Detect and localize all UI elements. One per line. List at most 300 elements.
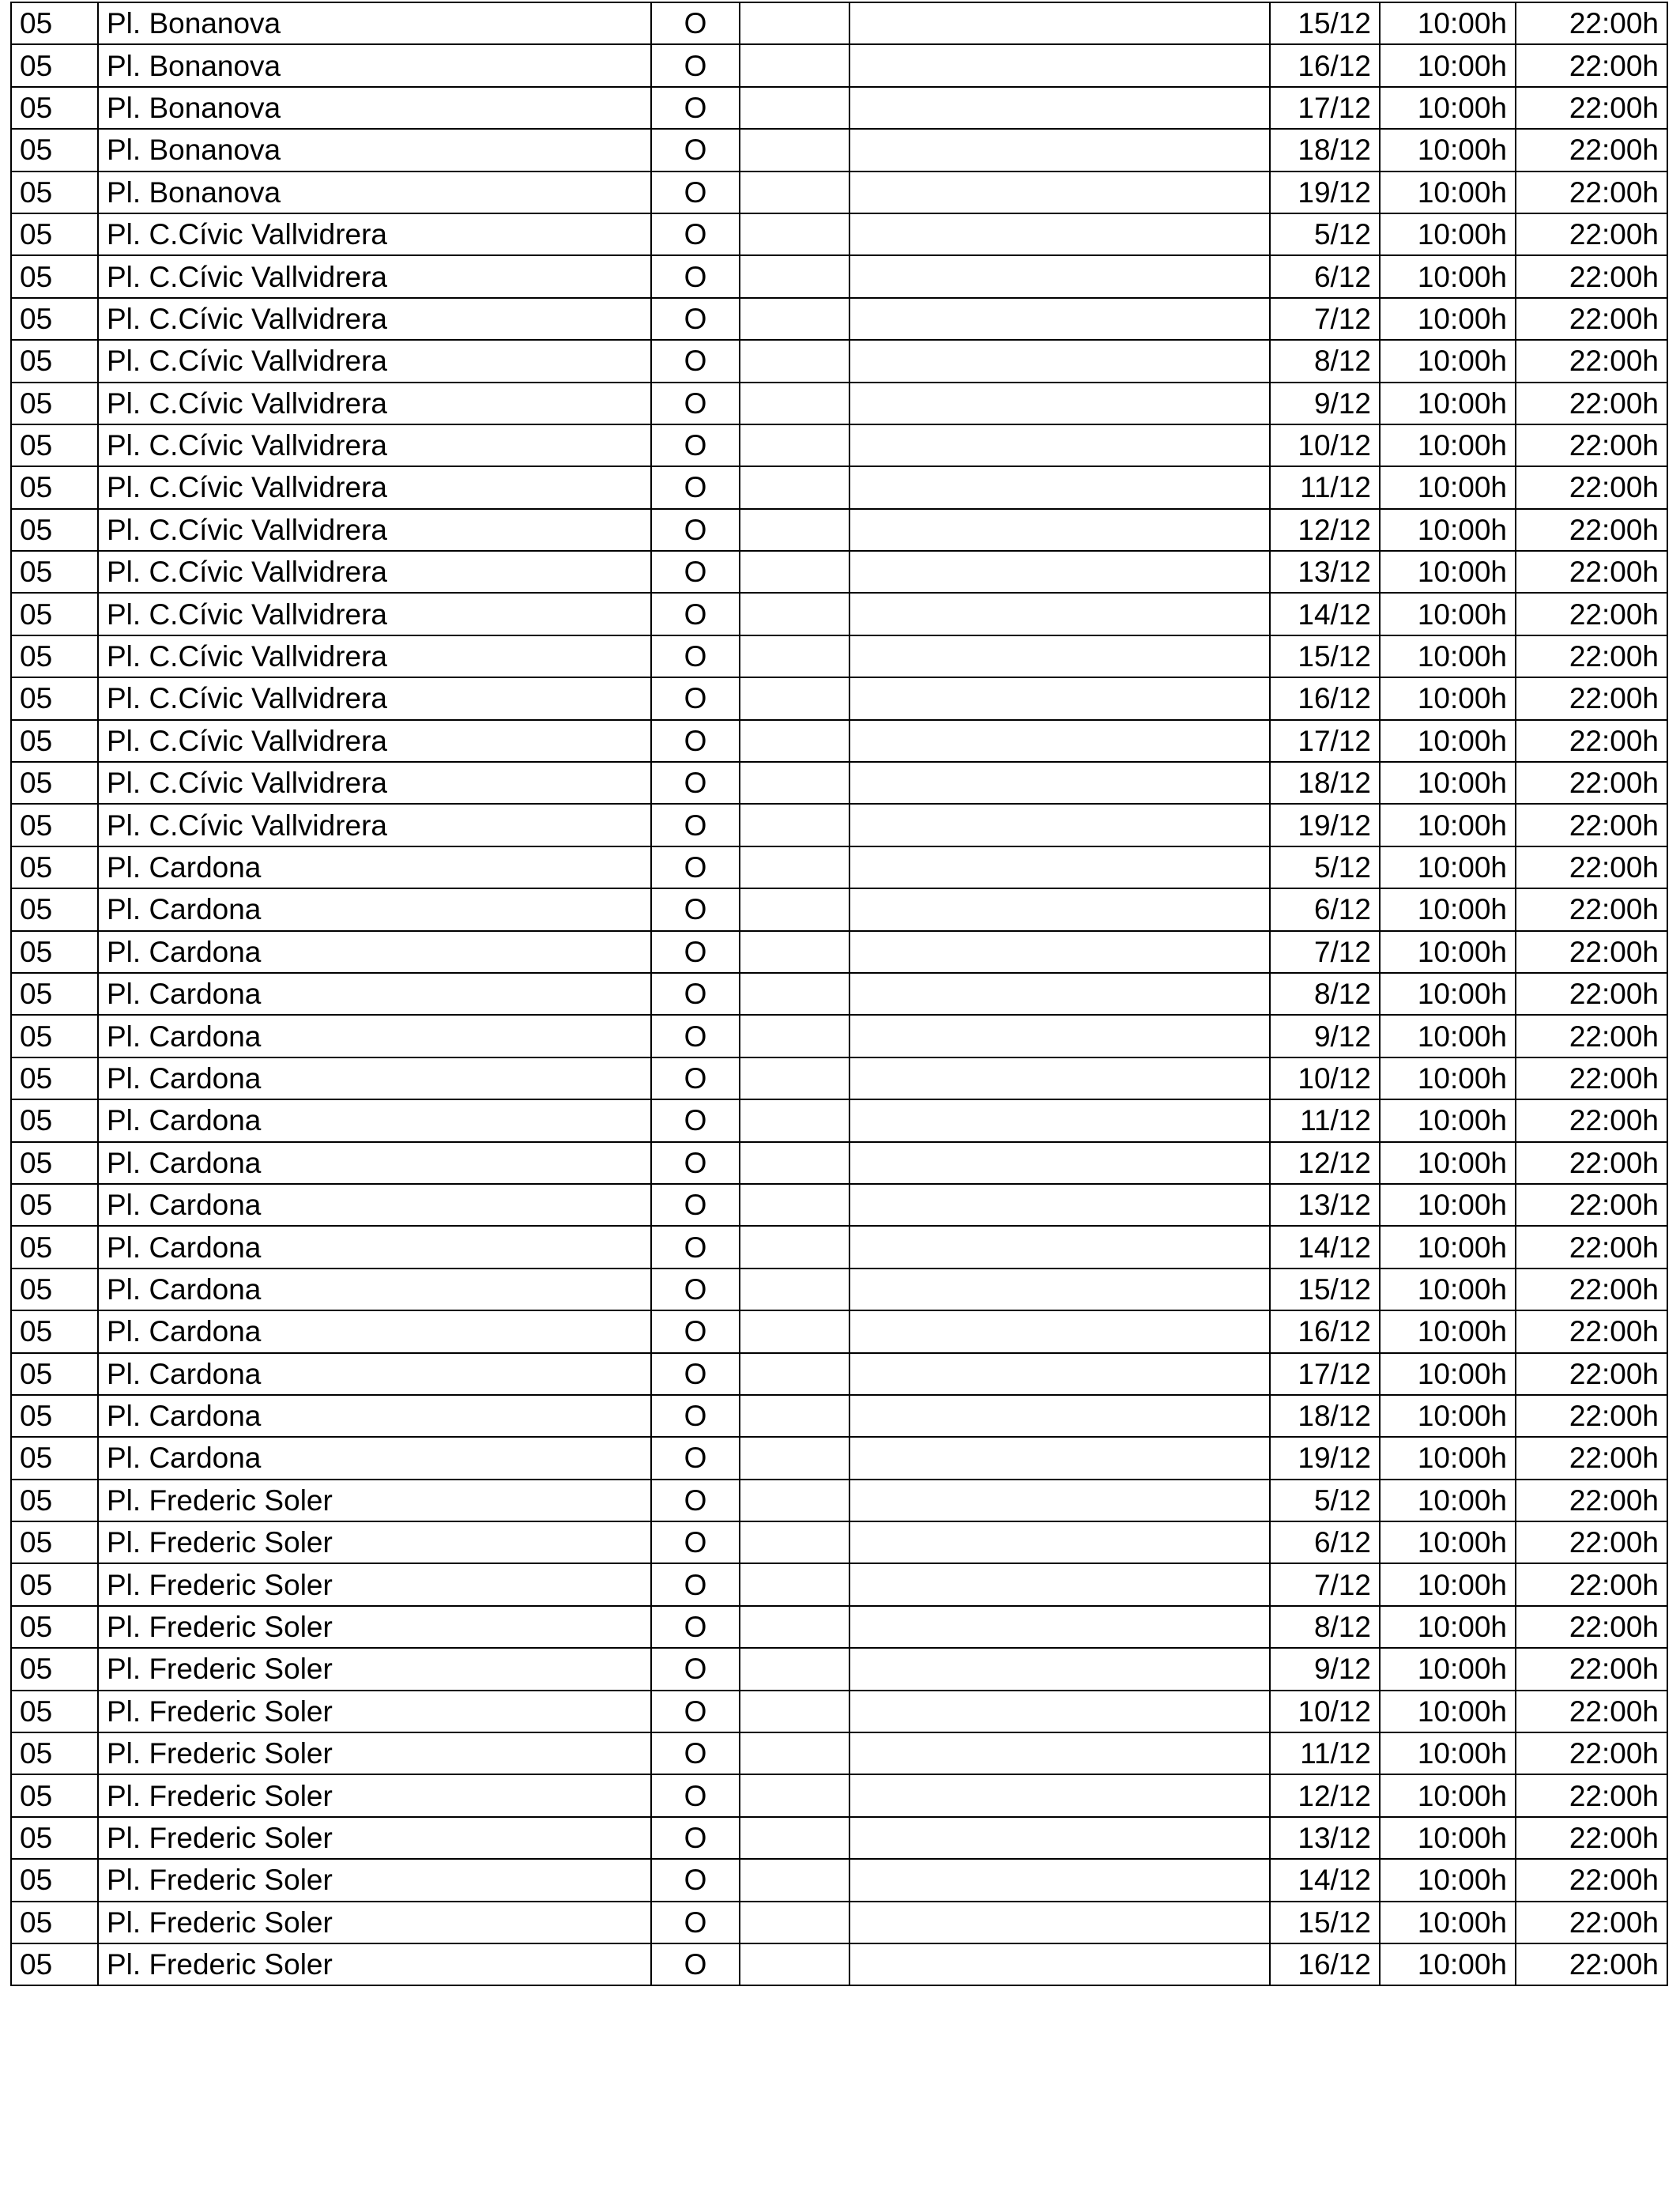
district-cell: 05	[11, 255, 98, 297]
empty-cell	[849, 1353, 1270, 1395]
table-row	[11, 888, 1667, 930]
end-time-cell: 22:00h	[1516, 635, 1667, 677]
table-row	[11, 1269, 1667, 1310]
end-time-cell: 22:00h	[1516, 1226, 1667, 1268]
place-cell: Pl. Cardona	[98, 888, 651, 930]
type-cell: O	[651, 931, 740, 973]
table-row	[11, 1691, 1667, 1732]
empty-cell	[740, 804, 849, 846]
empty-cell	[849, 129, 1270, 171]
start-time-cell: 10:00h	[1380, 1353, 1516, 1395]
date-cell: 5/12	[1270, 213, 1380, 255]
type-cell: O	[651, 466, 740, 508]
end-time-cell: 22:00h	[1516, 383, 1667, 424]
place-cell: Pl. Bonanova	[98, 2, 651, 44]
place-cell: Pl. C.Cívic Vallvidrera	[98, 298, 651, 340]
start-time-cell: 10:00h	[1380, 1691, 1516, 1732]
end-time-cell: 22:00h	[1516, 2, 1667, 44]
start-time-cell: 10:00h	[1380, 44, 1516, 86]
type-cell: O	[651, 1310, 740, 1352]
empty-cell	[740, 466, 849, 508]
date-cell: 12/12	[1270, 1142, 1380, 1184]
type-cell: O	[651, 635, 740, 677]
type-cell: O	[651, 87, 740, 129]
end-time-cell: 22:00h	[1516, 1563, 1667, 1605]
empty-cell	[849, 1226, 1270, 1268]
district-cell: 05	[11, 1521, 98, 1563]
empty-cell	[849, 1395, 1270, 1437]
empty-cell	[849, 424, 1270, 466]
empty-cell	[740, 129, 849, 171]
table-row	[11, 1353, 1667, 1395]
end-time-cell: 22:00h	[1516, 973, 1667, 1015]
date-cell: 11/12	[1270, 1732, 1380, 1774]
place-cell: Pl. Frederic Soler	[98, 1521, 651, 1563]
date-cell: 6/12	[1270, 888, 1380, 930]
empty-cell	[740, 44, 849, 86]
start-time-cell: 10:00h	[1380, 340, 1516, 382]
empty-cell	[849, 1269, 1270, 1310]
date-cell: 17/12	[1270, 1353, 1380, 1395]
date-cell: 8/12	[1270, 1606, 1380, 1648]
empty-cell	[740, 1269, 849, 1310]
type-cell: O	[651, 424, 740, 466]
type-cell: O	[651, 1015, 740, 1057]
type-cell: O	[651, 1099, 740, 1141]
date-cell: 5/12	[1270, 846, 1380, 888]
empty-cell	[849, 888, 1270, 930]
table-row	[11, 1310, 1667, 1352]
date-cell: 19/12	[1270, 804, 1380, 846]
end-time-cell: 22:00h	[1516, 424, 1667, 466]
table-row	[11, 1563, 1667, 1605]
type-cell: O	[651, 1817, 740, 1859]
table-row	[11, 1226, 1667, 1268]
type-cell: O	[651, 1606, 740, 1648]
empty-cell	[740, 1437, 849, 1479]
table-row	[11, 1648, 1667, 1690]
end-time-cell: 22:00h	[1516, 1691, 1667, 1732]
empty-cell	[740, 2, 849, 44]
start-time-cell: 10:00h	[1380, 1184, 1516, 1226]
type-cell: O	[651, 804, 740, 846]
date-cell: 18/12	[1270, 1395, 1380, 1437]
table-row	[11, 551, 1667, 593]
empty-cell	[849, 1057, 1270, 1099]
table-row	[11, 1437, 1667, 1479]
table-row	[11, 1057, 1667, 1099]
table-row	[11, 172, 1667, 213]
empty-cell	[849, 44, 1270, 86]
table-row	[11, 973, 1667, 1015]
empty-cell	[849, 213, 1270, 255]
district-cell: 05	[11, 1184, 98, 1226]
empty-cell	[849, 172, 1270, 213]
empty-cell	[849, 1902, 1270, 1943]
start-time-cell: 10:00h	[1380, 1099, 1516, 1141]
date-cell: 18/12	[1270, 129, 1380, 171]
table-row	[11, 1184, 1667, 1226]
empty-cell	[849, 255, 1270, 297]
end-time-cell: 22:00h	[1516, 340, 1667, 382]
date-cell: 7/12	[1270, 298, 1380, 340]
type-cell: O	[651, 1184, 740, 1226]
empty-cell	[849, 973, 1270, 1015]
district-cell: 05	[11, 1057, 98, 1099]
end-time-cell: 22:00h	[1516, 1859, 1667, 1901]
date-cell: 13/12	[1270, 1184, 1380, 1226]
place-cell: Pl. C.Cívic Vallvidrera	[98, 593, 651, 635]
schedule-table	[10, 2, 1668, 1986]
empty-cell	[740, 383, 849, 424]
type-cell: O	[651, 1902, 740, 1943]
place-cell: Pl. C.Cívic Vallvidrera	[98, 383, 651, 424]
type-cell: O	[651, 551, 740, 593]
district-cell: 05	[11, 551, 98, 593]
district-cell: 05	[11, 2, 98, 44]
empty-cell	[849, 2, 1270, 44]
place-cell: Pl. Frederic Soler	[98, 1691, 651, 1732]
end-time-cell: 22:00h	[1516, 888, 1667, 930]
district-cell: 05	[11, 1859, 98, 1901]
district-cell: 05	[11, 888, 98, 930]
district-cell: 05	[11, 635, 98, 677]
type-cell: O	[651, 1437, 740, 1479]
empty-cell	[740, 1774, 849, 1816]
start-time-cell: 10:00h	[1380, 1480, 1516, 1521]
date-cell: 15/12	[1270, 635, 1380, 677]
start-time-cell: 10:00h	[1380, 383, 1516, 424]
place-cell: Pl. C.Cívic Vallvidrera	[98, 720, 651, 762]
district-cell: 05	[11, 762, 98, 804]
district-cell: 05	[11, 1691, 98, 1732]
table-row	[11, 1521, 1667, 1563]
start-time-cell: 10:00h	[1380, 635, 1516, 677]
table-row	[11, 1606, 1667, 1648]
empty-cell	[740, 172, 849, 213]
place-cell: Pl. Cardona	[98, 1226, 651, 1268]
end-time-cell: 22:00h	[1516, 762, 1667, 804]
district-cell: 05	[11, 1142, 98, 1184]
empty-cell	[740, 551, 849, 593]
place-cell: Pl. Bonanova	[98, 129, 651, 171]
empty-cell	[740, 1057, 849, 1099]
district-cell: 05	[11, 1817, 98, 1859]
date-cell: 6/12	[1270, 255, 1380, 297]
empty-cell	[849, 1310, 1270, 1352]
district-cell: 05	[11, 804, 98, 846]
place-cell: Pl. C.Cívic Vallvidrera	[98, 551, 651, 593]
start-time-cell: 10:00h	[1380, 1521, 1516, 1563]
place-cell: Pl. C.Cívic Vallvidrera	[98, 213, 651, 255]
type-cell: O	[651, 1563, 740, 1605]
place-cell: Pl. C.Cívic Vallvidrera	[98, 635, 651, 677]
table-row	[11, 340, 1667, 382]
district-cell: 05	[11, 973, 98, 1015]
district-cell: 05	[11, 1902, 98, 1943]
empty-cell	[849, 1015, 1270, 1057]
table-row	[11, 804, 1667, 846]
district-cell: 05	[11, 1099, 98, 1141]
table-row	[11, 87, 1667, 129]
end-time-cell: 22:00h	[1516, 931, 1667, 973]
start-time-cell: 10:00h	[1380, 762, 1516, 804]
table-row	[11, 509, 1667, 551]
empty-cell	[849, 677, 1270, 719]
table-row	[11, 635, 1667, 677]
empty-cell	[740, 87, 849, 129]
table-row	[11, 255, 1667, 297]
date-cell: 9/12	[1270, 383, 1380, 424]
end-time-cell: 22:00h	[1516, 1395, 1667, 1437]
table-row	[11, 1774, 1667, 1816]
start-time-cell: 10:00h	[1380, 1057, 1516, 1099]
empty-cell	[740, 509, 849, 551]
type-cell: O	[651, 1395, 740, 1437]
date-cell: 8/12	[1270, 973, 1380, 1015]
date-cell: 19/12	[1270, 172, 1380, 213]
empty-cell	[740, 762, 849, 804]
end-time-cell: 22:00h	[1516, 804, 1667, 846]
date-cell: 19/12	[1270, 1437, 1380, 1479]
place-cell: Pl. Cardona	[98, 1395, 651, 1437]
type-cell: O	[651, 44, 740, 86]
end-time-cell: 22:00h	[1516, 1902, 1667, 1943]
district-cell: 05	[11, 1269, 98, 1310]
district-cell: 05	[11, 213, 98, 255]
end-time-cell: 22:00h	[1516, 87, 1667, 129]
type-cell: O	[651, 1943, 740, 1985]
empty-cell	[740, 1395, 849, 1437]
date-cell: 15/12	[1270, 2, 1380, 44]
start-time-cell: 10:00h	[1380, 1310, 1516, 1352]
empty-cell	[740, 677, 849, 719]
district-cell: 05	[11, 509, 98, 551]
end-time-cell: 22:00h	[1516, 1437, 1667, 1479]
empty-cell	[740, 1353, 849, 1395]
end-time-cell: 22:00h	[1516, 255, 1667, 297]
date-cell: 10/12	[1270, 1057, 1380, 1099]
start-time-cell: 10:00h	[1380, 593, 1516, 635]
date-cell: 16/12	[1270, 1310, 1380, 1352]
table-row	[11, 1099, 1667, 1141]
type-cell: O	[651, 1057, 740, 1099]
empty-cell	[849, 509, 1270, 551]
district-cell: 05	[11, 1606, 98, 1648]
end-time-cell: 22:00h	[1516, 1521, 1667, 1563]
district-cell: 05	[11, 424, 98, 466]
empty-cell	[740, 1015, 849, 1057]
type-cell: O	[651, 973, 740, 1015]
date-cell: 15/12	[1270, 1902, 1380, 1943]
place-cell: Pl. Cardona	[98, 1353, 651, 1395]
empty-cell	[740, 255, 849, 297]
district-cell: 05	[11, 1648, 98, 1690]
empty-cell	[849, 593, 1270, 635]
date-cell: 14/12	[1270, 1859, 1380, 1901]
date-cell: 17/12	[1270, 720, 1380, 762]
start-time-cell: 10:00h	[1380, 1606, 1516, 1648]
type-cell: O	[651, 383, 740, 424]
end-time-cell: 22:00h	[1516, 1943, 1667, 1985]
table-row	[11, 677, 1667, 719]
end-time-cell: 22:00h	[1516, 1353, 1667, 1395]
district-cell: 05	[11, 593, 98, 635]
end-time-cell: 22:00h	[1516, 1269, 1667, 1310]
empty-cell	[849, 804, 1270, 846]
table-row	[11, 931, 1667, 973]
end-time-cell: 22:00h	[1516, 551, 1667, 593]
table-row	[11, 1902, 1667, 1943]
place-cell: Pl. Bonanova	[98, 87, 651, 129]
end-time-cell: 22:00h	[1516, 1184, 1667, 1226]
date-cell: 10/12	[1270, 424, 1380, 466]
type-cell: O	[651, 509, 740, 551]
end-time-cell: 22:00h	[1516, 466, 1667, 508]
date-cell: 9/12	[1270, 1015, 1380, 1057]
date-cell: 8/12	[1270, 340, 1380, 382]
type-cell: O	[651, 1732, 740, 1774]
start-time-cell: 10:00h	[1380, 1142, 1516, 1184]
type-cell: O	[651, 1226, 740, 1268]
empty-cell	[740, 1817, 849, 1859]
place-cell: Pl. Frederic Soler	[98, 1648, 651, 1690]
start-time-cell: 10:00h	[1380, 1817, 1516, 1859]
date-cell: 16/12	[1270, 44, 1380, 86]
start-time-cell: 10:00h	[1380, 1437, 1516, 1479]
end-time-cell: 22:00h	[1516, 1015, 1667, 1057]
district-cell: 05	[11, 466, 98, 508]
type-cell: O	[651, 720, 740, 762]
place-cell: Pl. Bonanova	[98, 44, 651, 86]
district-cell: 05	[11, 298, 98, 340]
start-time-cell: 10:00h	[1380, 129, 1516, 171]
table-row	[11, 1480, 1667, 1521]
table-row	[11, 1732, 1667, 1774]
table-row	[11, 1859, 1667, 1901]
place-cell: Pl. Cardona	[98, 973, 651, 1015]
end-time-cell: 22:00h	[1516, 677, 1667, 719]
empty-cell	[740, 973, 849, 1015]
type-cell: O	[651, 1859, 740, 1901]
table-row	[11, 1943, 1667, 1985]
date-cell: 17/12	[1270, 87, 1380, 129]
type-cell: O	[651, 1691, 740, 1732]
empty-cell	[849, 551, 1270, 593]
empty-cell	[849, 1184, 1270, 1226]
type-cell: O	[651, 1648, 740, 1690]
district-cell: 05	[11, 720, 98, 762]
empty-cell	[740, 1732, 849, 1774]
date-cell: 14/12	[1270, 1226, 1380, 1268]
type-cell: O	[651, 172, 740, 213]
type-cell: O	[651, 129, 740, 171]
table-row	[11, 383, 1667, 424]
district-cell: 05	[11, 1943, 98, 1985]
date-cell: 7/12	[1270, 1563, 1380, 1605]
empty-cell	[849, 762, 1270, 804]
date-cell: 7/12	[1270, 931, 1380, 973]
start-time-cell: 10:00h	[1380, 172, 1516, 213]
end-time-cell: 22:00h	[1516, 129, 1667, 171]
place-cell: Pl. Frederic Soler	[98, 1902, 651, 1943]
table-row	[11, 1817, 1667, 1859]
district-cell: 05	[11, 1437, 98, 1479]
table-row	[11, 1142, 1667, 1184]
place-cell: Pl. Cardona	[98, 1269, 651, 1310]
type-cell: O	[651, 1269, 740, 1310]
date-cell: 11/12	[1270, 466, 1380, 508]
end-time-cell: 22:00h	[1516, 509, 1667, 551]
start-time-cell: 10:00h	[1380, 931, 1516, 973]
start-time-cell: 10:00h	[1380, 973, 1516, 1015]
table-row	[11, 298, 1667, 340]
end-time-cell: 22:00h	[1516, 1057, 1667, 1099]
start-time-cell: 10:00h	[1380, 509, 1516, 551]
empty-cell	[740, 1606, 849, 1648]
start-time-cell: 10:00h	[1380, 1902, 1516, 1943]
district-cell: 05	[11, 1395, 98, 1437]
end-time-cell: 22:00h	[1516, 720, 1667, 762]
table-row	[11, 846, 1667, 888]
start-time-cell: 10:00h	[1380, 551, 1516, 593]
empty-cell	[849, 1943, 1270, 1985]
place-cell: Pl. C.Cívic Vallvidrera	[98, 255, 651, 297]
empty-cell	[740, 1691, 849, 1732]
place-cell: Pl. Cardona	[98, 931, 651, 973]
start-time-cell: 10:00h	[1380, 1395, 1516, 1437]
district-cell: 05	[11, 129, 98, 171]
end-time-cell: 22:00h	[1516, 593, 1667, 635]
table-body	[11, 2, 1667, 1985]
district-cell: 05	[11, 1774, 98, 1816]
empty-cell	[849, 720, 1270, 762]
start-time-cell: 10:00h	[1380, 846, 1516, 888]
table-row	[11, 44, 1667, 86]
end-time-cell: 22:00h	[1516, 1648, 1667, 1690]
end-time-cell: 22:00h	[1516, 846, 1667, 888]
empty-cell	[740, 1521, 849, 1563]
place-cell: Pl. Frederic Soler	[98, 1859, 651, 1901]
type-cell: O	[651, 1142, 740, 1184]
place-cell: Pl. Cardona	[98, 1142, 651, 1184]
start-time-cell: 10:00h	[1380, 1732, 1516, 1774]
table-row	[11, 593, 1667, 635]
type-cell: O	[651, 2, 740, 44]
district-cell: 05	[11, 44, 98, 86]
date-cell: 13/12	[1270, 1817, 1380, 1859]
start-time-cell: 10:00h	[1380, 1943, 1516, 1985]
empty-cell	[740, 1563, 849, 1605]
district-cell: 05	[11, 383, 98, 424]
table-row	[11, 2, 1667, 44]
place-cell: Pl. Cardona	[98, 846, 651, 888]
start-time-cell: 10:00h	[1380, 424, 1516, 466]
start-time-cell: 10:00h	[1380, 888, 1516, 930]
place-cell: Pl. C.Cívic Vallvidrera	[98, 804, 651, 846]
end-time-cell: 22:00h	[1516, 1480, 1667, 1521]
district-cell: 05	[11, 172, 98, 213]
empty-cell	[849, 1521, 1270, 1563]
empty-cell	[740, 1902, 849, 1943]
start-time-cell: 10:00h	[1380, 466, 1516, 508]
table-row	[11, 213, 1667, 255]
start-time-cell: 10:00h	[1380, 1269, 1516, 1310]
type-cell: O	[651, 213, 740, 255]
place-cell: Pl. Cardona	[98, 1437, 651, 1479]
start-time-cell: 10:00h	[1380, 677, 1516, 719]
empty-cell	[849, 1691, 1270, 1732]
